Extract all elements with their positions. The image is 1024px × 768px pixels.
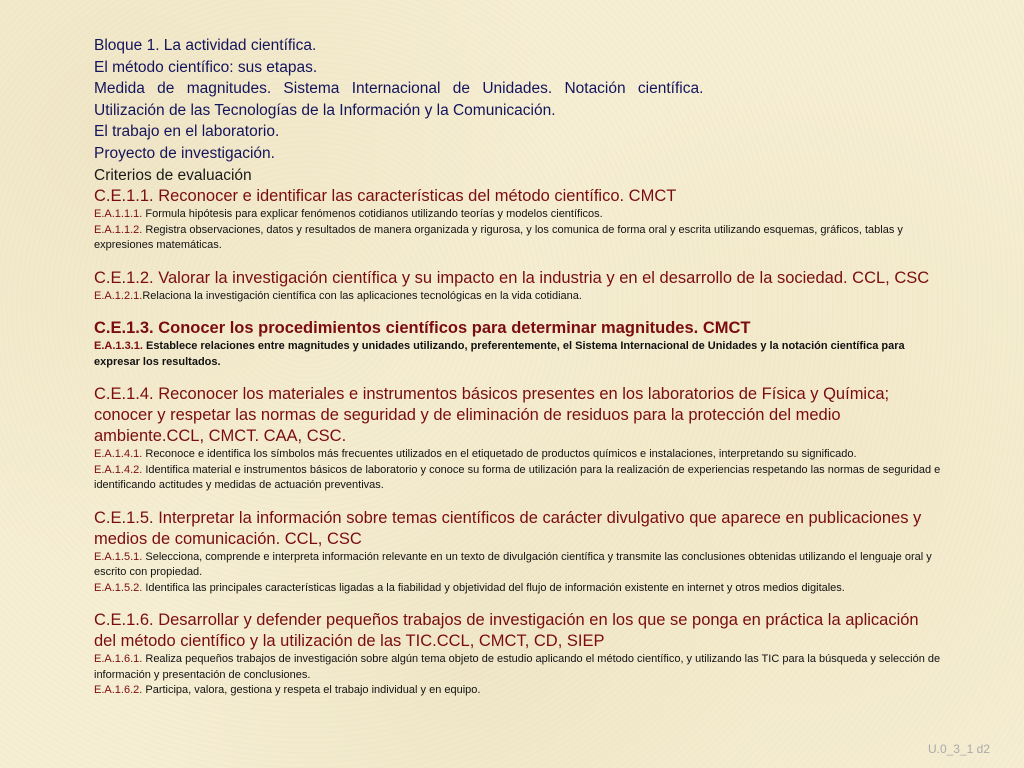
standard-item xyxy=(94,683,944,699)
criterion-1-4 xyxy=(94,384,944,494)
standard-text: Formula hipótesis para explicar fenómenos cotidianos utilizando teorías y modelos científicos. xyxy=(142,208,603,220)
standard-code: E.A.1.5.2. xyxy=(94,581,143,594)
standard-text: Relaciona la investigación científica con las aplicaciones tecnológicas en la vida cotidiana. xyxy=(142,289,582,302)
standard-code: E.A.1.6.2. xyxy=(94,684,143,696)
standard-item xyxy=(94,223,944,254)
standard-code: E.A.1.4.2. xyxy=(94,463,143,476)
standard-text: Selecciona, comprende e interpreta información relevante en un texto de divulgación científica y transmite las conclusiones obtenidas utilizando el lenguaje oral y escrito con propiedad. xyxy=(94,550,932,578)
standard-text: Realiza pequeños trabajos de investigación sobre algún tema objeto de estudio aplicando el método científico, y utilizando las TIC para la búsqueda y selección de información y presentación de conclusiones. xyxy=(94,653,941,681)
standard-item xyxy=(94,550,944,581)
standard-item xyxy=(94,652,944,683)
standard-item xyxy=(94,447,944,463)
criterion-title: C.E.1.4. Reconocer los materiales e instrumentos básicos presentes en los laboratorios de Física y Química; conocer y respetar las normas de seguridad y de eliminación de residuos para la protección del medio ambiente.CCL, CMCT. CAA, CSC. xyxy=(94,385,890,445)
criterion-title: C.E.1.1. Reconocer e identificar las características del método científico. CMCT xyxy=(94,187,677,205)
criterion-1-1 xyxy=(94,186,944,254)
criterion-1-2 xyxy=(94,268,944,305)
topic-measurement: Medida de magnitudes. Sistema Internacional de Unidades. Notación científica. xyxy=(94,80,704,97)
criteria-section xyxy=(94,166,944,713)
standard-code: E.A.1.1.2. xyxy=(94,223,143,236)
standard-text: Establece relaciones entre magnitudes y unidades utilizando, preferentemente, el Sistema Internacional de Unidades y la notación científica para expresar los resultados. xyxy=(94,340,905,368)
standard-code: E.A.1.4.1. xyxy=(94,448,143,460)
topic-research-project: Proyecto de investigación. xyxy=(94,144,275,162)
standard-text: Registra observaciones, datos y resultados de manera organizada y rigurosa, y los comunica de forma oral y escrita utilizando esquemas, gráficos, tablas y expresiones matemáticas. xyxy=(94,223,903,251)
standard-item xyxy=(94,581,944,597)
standard-code: E.A.1.2.1. xyxy=(94,289,143,302)
standard-item xyxy=(94,463,944,494)
criterion-title: C.E.1.3. Conocer los procedimientos científicos para determinar magnitudes. CMCT xyxy=(94,319,751,337)
criterion-1-3 xyxy=(94,318,944,370)
block-title: Bloque 1. La actividad científica. xyxy=(94,37,317,54)
standard-item xyxy=(94,289,944,305)
criterion-1-5 xyxy=(94,508,944,597)
criterion-title: C.E.1.6. Desarrollar y defender pequeños trabajos de investigación en los que se ponga en práctica la aplicación del método científico y la utilización de las TIC.CCL, CMCT, CD, SIEP xyxy=(94,611,919,650)
topics-list xyxy=(94,35,974,164)
standard-code: E.A.1.6.1. xyxy=(94,653,143,665)
criterion-title: C.E.1.5. Interpretar la información sobre temas científicos de carácter divulgativo que aparece en publicaciones y medios de comunicación. CCL, CSC xyxy=(94,508,922,548)
standard-code: E.A.1.3.1. xyxy=(94,340,143,352)
topic-laboratory: El trabajo en el laboratorio. xyxy=(94,123,280,140)
criterion-1-6 xyxy=(94,610,944,699)
standard-item xyxy=(94,339,944,370)
standard-text: Identifica material e instrumentos básicos de laboratorio y conoce su forma de utilización para la realización de experiencias respetando las normas de seguridad e identificando actitudes y medidas de actuación preventivas. xyxy=(94,463,941,491)
standard-code: E.A.1.1.1. xyxy=(94,208,143,220)
slide-footer-code: U.0_3_1 d2 xyxy=(927,742,990,756)
topic-scientific-method: El método científico: sus etapas. xyxy=(94,58,318,76)
standard-text: Identifica las principales características ligadas a la fiabilidad y objetividad del flujo de información existente en internet y otros medios digitales. xyxy=(142,581,845,594)
standard-text: Participa, valora, gestiona y respeta el trabajo individual y en equipo. xyxy=(142,684,481,696)
topic-ict: Utilización de las Tecnologías de la Información y la Comunicación. xyxy=(94,101,556,119)
standard-code: E.A.1.5.1. xyxy=(94,550,143,563)
criteria-heading: Criterios de evaluación xyxy=(94,167,252,184)
criterion-title: C.E.1.2. Valorar la investigación científica y su impacto en la industria y en el desarrollo de la sociedad. CCL, CSC xyxy=(94,268,930,287)
standard-item xyxy=(94,207,944,223)
standard-text: Reconoce e identifica los símbolos más frecuentes utilizados en el etiquetado de productos químicos e instalaciones, interpretando su significado. xyxy=(142,448,857,460)
